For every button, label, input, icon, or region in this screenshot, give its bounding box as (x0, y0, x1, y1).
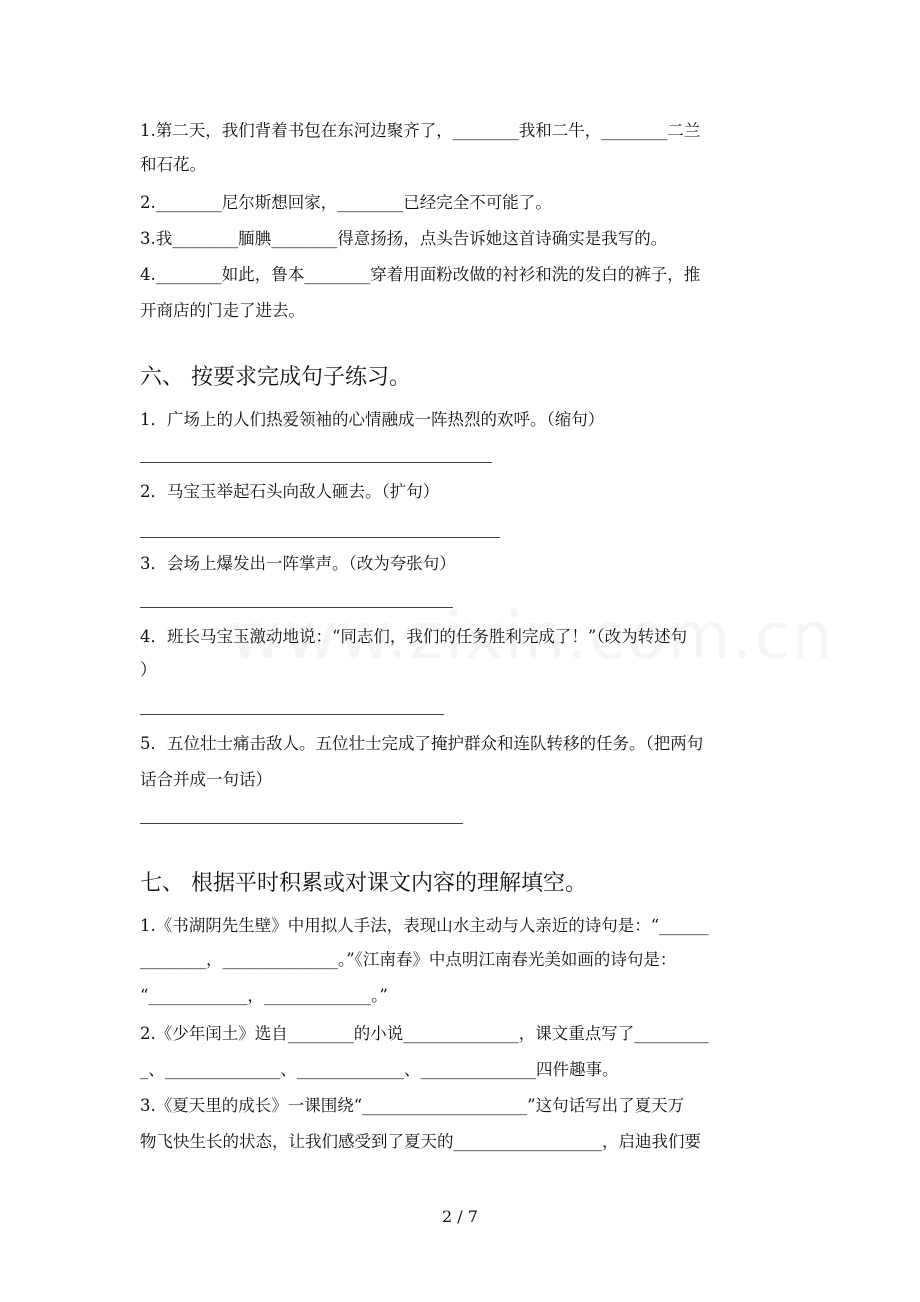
s7-line-6: 3.《夏天里的成长》一课围绕“____________________”这句话写出了夏天万 (140, 1096, 685, 1115)
s6-q4-line-2: ） (140, 660, 157, 679)
s6-q1: 1．广场上的人们热爱领袖的心情融成一阵热烈的欢呼。（缩句） (140, 410, 605, 429)
section6-heading: 六、 按要求完成句子练习。 (140, 365, 411, 390)
s6-q4-line-1: 4．班长马宝玉激动地说：“同志们，我们的任务胜利完成了！”（改为转述句 (140, 627, 688, 646)
s6-q5-answer-line[interactable] (140, 823, 463, 824)
s7-line-3: “____________，_____________。” (140, 986, 388, 1005)
s6-q1-answer-line[interactable] (140, 462, 492, 463)
s7-line-7: 物飞快生长的状态，让我们感受到了夏天的__________________，启迪我们要 (140, 1132, 701, 1151)
s7-line-4: 2.《少年闰土》选自________的小说______________，课文重点写了_________ (140, 1024, 709, 1043)
s6-q5-line-2: 话合并成一句话） (140, 770, 272, 789)
s6-q2-answer-line[interactable] (140, 537, 500, 538)
s5-line-4: 3.我________腼腆________得意扬扬，点头告诉她这首诗确实是我写的。 (140, 229, 668, 248)
s7-line-1: 1.《书湖阴先生壁》中用拟人手法，表现山水主动与人亲近的诗句是：“______ (140, 916, 709, 935)
s5-line-1: 1.第二天，我们背着书包在东河边聚齐了，________我和二牛，________二兰 (140, 121, 701, 140)
s6-q4-answer-line[interactable] (140, 714, 444, 715)
section7-heading: 七、 根据平时积累或对课文内容的理解填空。 (140, 871, 587, 896)
s7-line-5: _、______________、_____________、______________四件趣事。 (140, 1060, 619, 1079)
s5-line-2: 和石花。 (140, 155, 206, 174)
s5-line-3: 2.________尼尔斯想回家，________已经完全不可能了。 (140, 193, 552, 212)
s5-line-5: 4.________如此，鲁本________穿着用面粉改做的衬衫和洗的发白的裤子，推 (140, 265, 701, 284)
s7-line-2: ________，______________。”《江南春》中点明江南春光美如画的诗句是： (140, 950, 677, 969)
s6-q3-answer-line[interactable] (140, 607, 453, 608)
s6-q5-line-1: 5．五位壮士痛击敌人。五位壮士完成了掩护群众和连队转移的任务。（把两句 (140, 734, 704, 753)
s6-q3: 3．会场上爆发出一阵掌声。（改为夸张句） (140, 554, 456, 573)
s5-line-6: 开商店的门走了进去。 (140, 301, 305, 320)
s6-q2: 2．马宝玉举起石头向敌人砸去。（扩句） (140, 482, 440, 501)
page-number: 2 / 7 (442, 1207, 478, 1226)
